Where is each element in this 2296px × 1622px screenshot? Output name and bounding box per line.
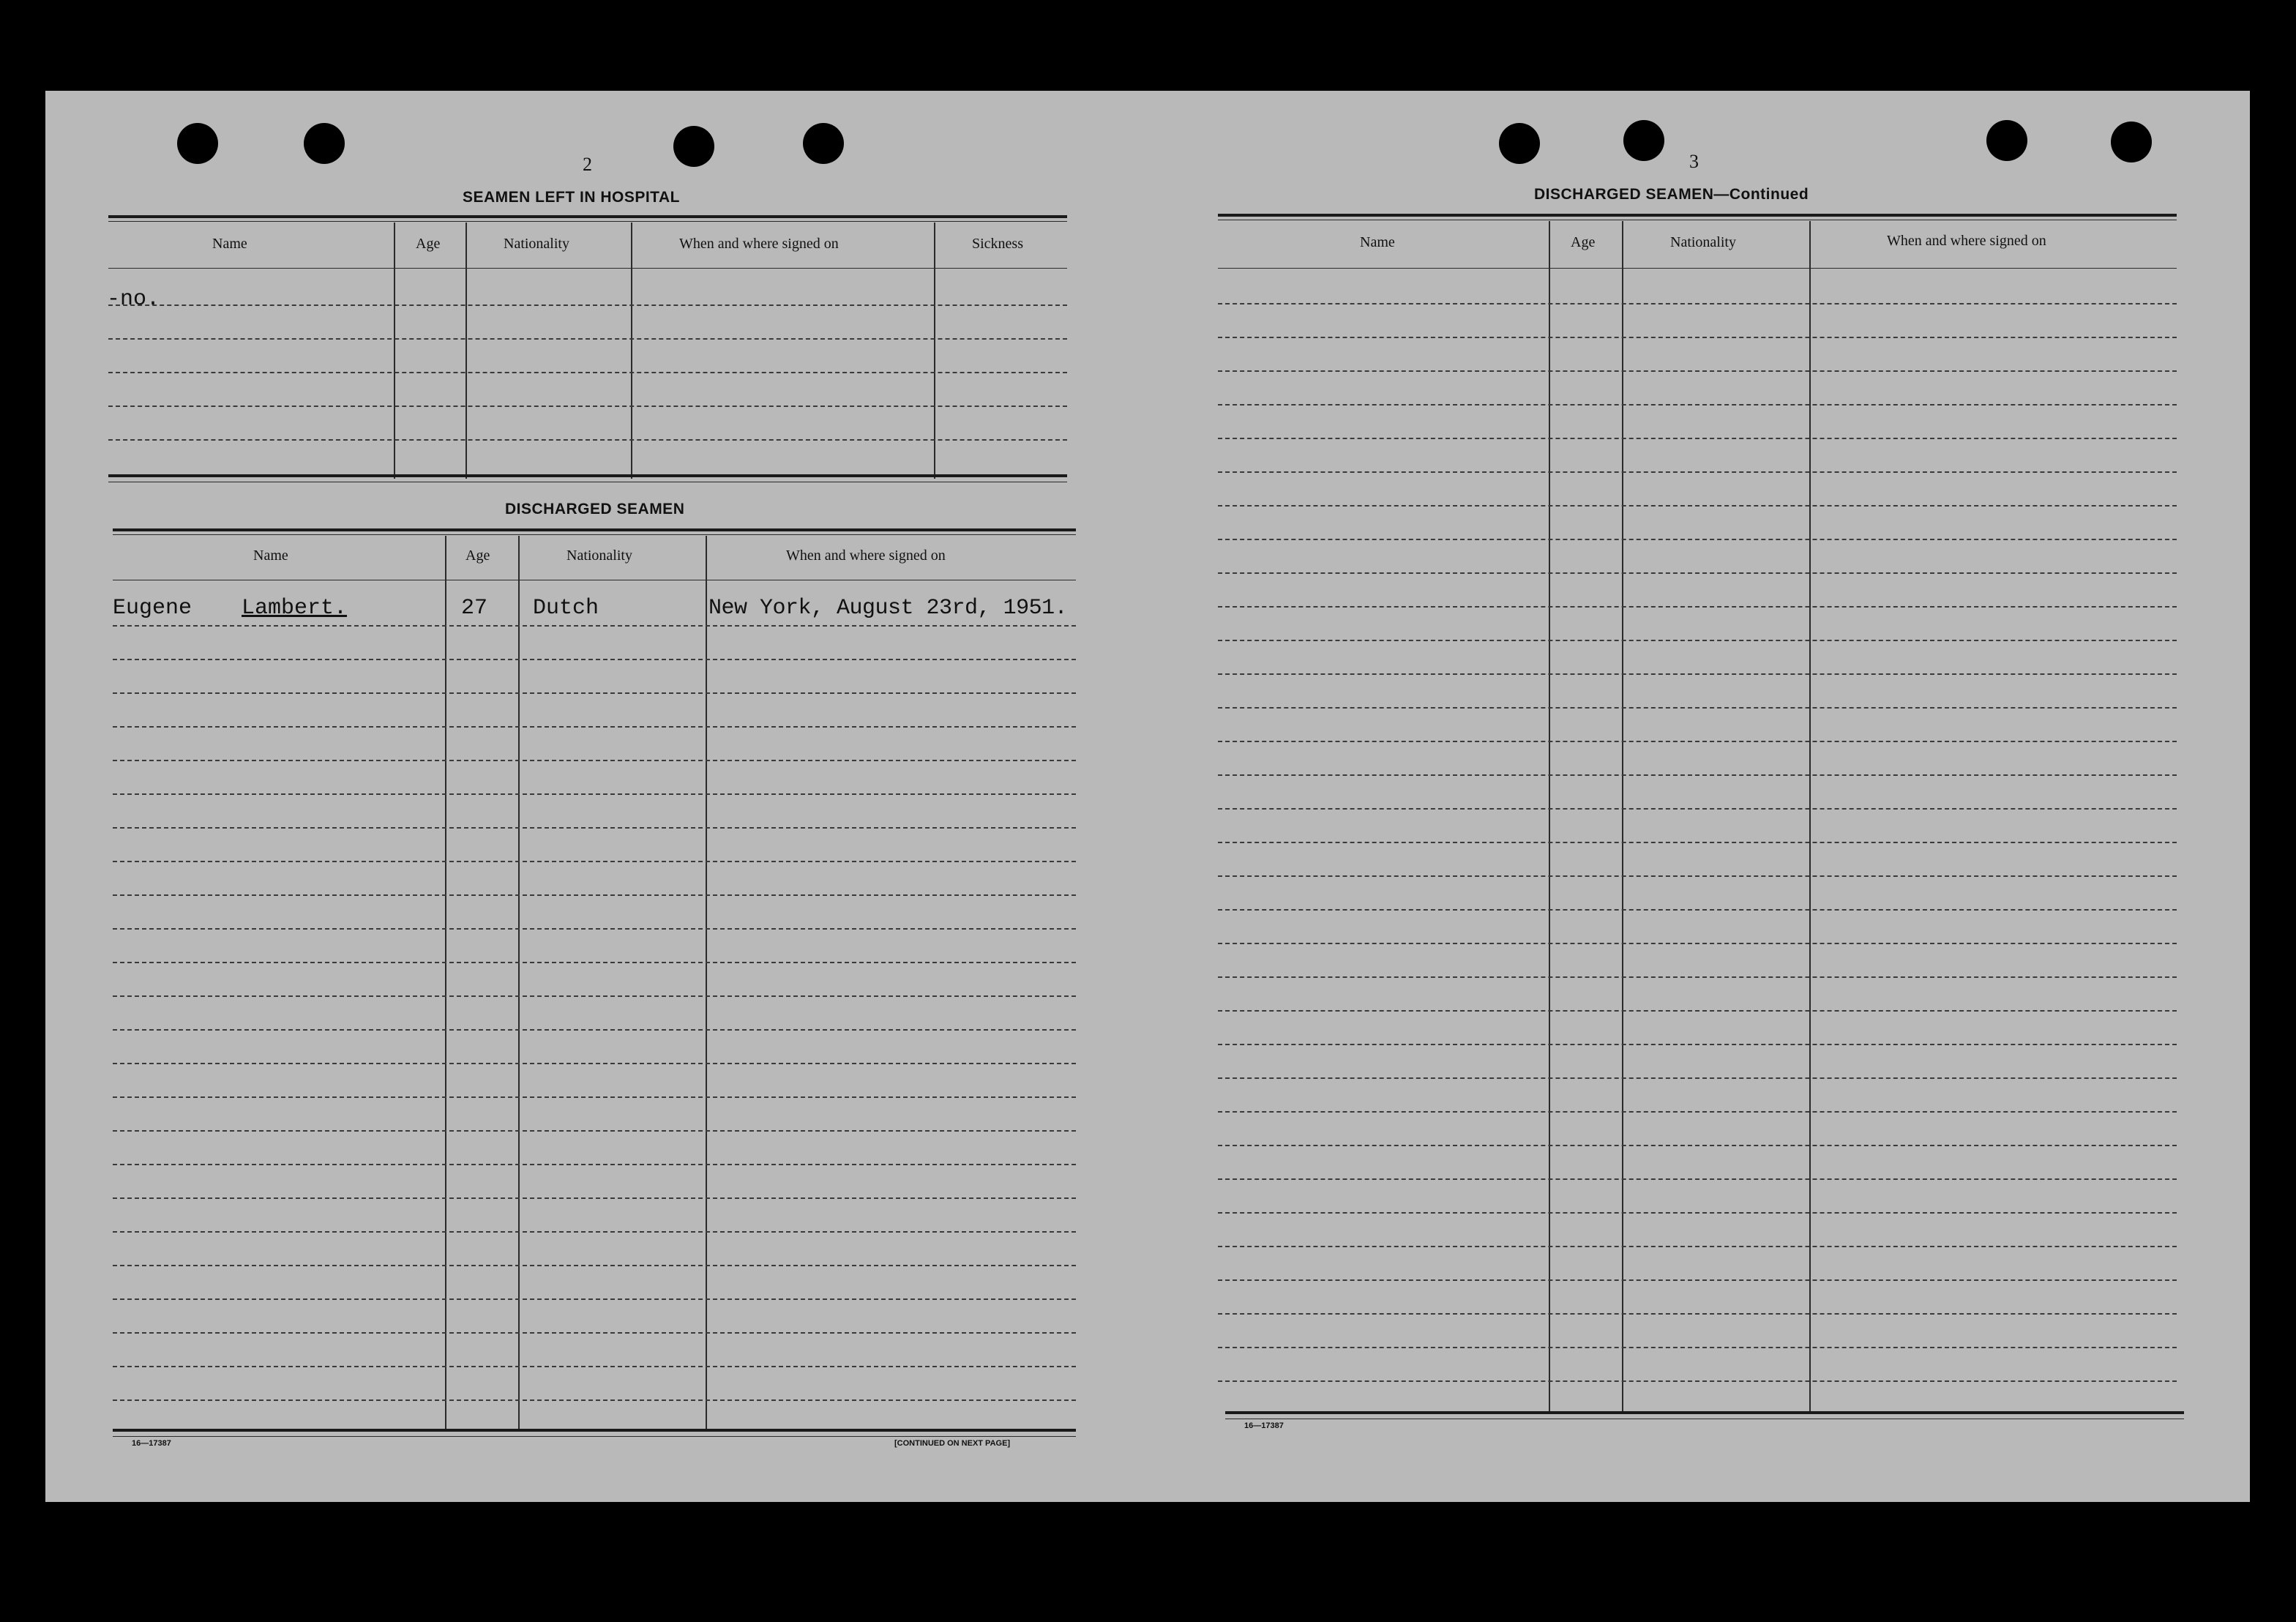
hospital-col-name: Name [212, 236, 247, 252]
ruled-line [1218, 707, 2177, 709]
ruled-line [113, 1332, 1076, 1334]
ruled-line [1218, 1077, 2177, 1079]
seaman-nationality: Dutch [533, 596, 599, 621]
ruled-line [113, 726, 1076, 728]
hospital-col-signed-on: When and where signed on [679, 236, 839, 252]
ruled-line [1218, 774, 2177, 776]
right-col-age: Age [1571, 234, 1596, 250]
ruled-line [113, 1197, 1076, 1199]
page-number-left: 2 [583, 154, 592, 175]
ruled-line [113, 1096, 1076, 1098]
ruled-line [1218, 1380, 2177, 1382]
ruled-line [113, 928, 1076, 930]
ruled-line [113, 827, 1076, 829]
ruled-line [1218, 438, 2177, 439]
punch-hole [673, 126, 714, 167]
ruled-line [1218, 976, 2177, 978]
ruled-line [1218, 606, 2177, 608]
ruled-line [1218, 539, 2177, 540]
hospital-section-title: SEAMEN LEFT IN HOSPITAL [463, 189, 680, 206]
ruled-line [113, 1265, 1076, 1266]
ruled-line [1218, 1279, 2177, 1281]
ruled-line [1218, 673, 2177, 675]
hospital-col-age: Age [416, 236, 441, 252]
page-number-right: 3 [1689, 151, 1699, 172]
continued-note: [CONTINUED ON NEXT PAGE] [894, 1439, 1011, 1448]
ruled-line [1218, 943, 2177, 944]
ruled-line [113, 760, 1076, 761]
ruled-line [1218, 303, 2177, 304]
right-col-signed-on: When and where signed on [1887, 233, 2046, 249]
ruled-line [1218, 808, 2177, 810]
seaman-last-name: Lambert. [242, 596, 348, 621]
discharged-col-age: Age [465, 547, 490, 564]
ruled-line [1218, 909, 2177, 911]
seaman-signed-on: New York, August 23rd, 1951. [708, 596, 1068, 621]
ruled-line [1218, 1111, 2177, 1113]
punch-hole [803, 123, 844, 164]
punch-hole [304, 123, 345, 164]
ruled-line [1218, 505, 2177, 507]
discharged-continued-title [1534, 186, 1809, 203]
punch-hole [177, 123, 218, 164]
seaman-age: 27 [461, 596, 488, 621]
ruled-line [113, 1399, 1076, 1401]
discharged-col-nationality: Nationality [566, 547, 632, 564]
ruled-line [113, 692, 1076, 694]
ruled-line [113, 1231, 1076, 1233]
discharged-continued-suffix: —Continued [1713, 186, 1809, 203]
form-number-right: 16—17387 [1244, 1421, 1284, 1430]
ruled-line [113, 793, 1076, 795]
punch-hole [1499, 123, 1540, 164]
ruled-line [113, 1164, 1076, 1165]
right-col-name: Name [1360, 234, 1395, 250]
ruled-line [113, 1130, 1076, 1132]
discharged-col-name: Name [253, 547, 288, 564]
ruled-line [113, 861, 1076, 862]
hospital-col-sickness: Sickness [972, 236, 1023, 252]
ruled-line [1218, 741, 2177, 742]
ruled-line [113, 962, 1076, 963]
ruled-line [113, 659, 1076, 660]
ruled-line [1218, 1313, 2177, 1315]
ruled-line [1218, 337, 2177, 338]
ruled-line [1218, 640, 2177, 641]
ruled-line [113, 995, 1076, 997]
ruled-line [1218, 1178, 2177, 1180]
ruled-line [1218, 404, 2177, 406]
ruled-line [113, 1029, 1076, 1031]
ruled-line [1218, 875, 2177, 877]
seaman-first-name: Eugene [113, 596, 192, 621]
hospital-col-nationality: Nationality [504, 236, 569, 252]
discharged-continued-title-main: DISCHARGED SEAMEN [1534, 186, 1714, 203]
ruled-line [113, 1298, 1076, 1300]
hospital-entry: -no. [107, 287, 160, 312]
ruled-line [1218, 1212, 2177, 1214]
discharged-section-title: DISCHARGED SEAMEN [505, 501, 685, 517]
ruled-line [1218, 1044, 2177, 1045]
form-number-left: 16—17387 [132, 1439, 171, 1448]
ruled-line [1218, 1010, 2177, 1012]
punch-hole [1986, 120, 2027, 161]
ruled-line [1218, 1246, 2177, 1247]
ruled-line [113, 1366, 1076, 1367]
ruled-line [1218, 572, 2177, 574]
ruled-line [1218, 370, 2177, 372]
ruled-line [113, 625, 1076, 627]
ruled-line [113, 894, 1076, 896]
ruled-line [1218, 1145, 2177, 1146]
ruled-line [1218, 471, 2177, 473]
ruled-line [1218, 1347, 2177, 1348]
punch-hole [2111, 122, 2152, 162]
right-col-nationality: Nationality [1670, 234, 1736, 250]
ruled-line [1218, 842, 2177, 843]
discharged-col-signed-on: When and where signed on [786, 547, 946, 564]
ruled-line [113, 1063, 1076, 1064]
punch-hole [1623, 120, 1664, 161]
